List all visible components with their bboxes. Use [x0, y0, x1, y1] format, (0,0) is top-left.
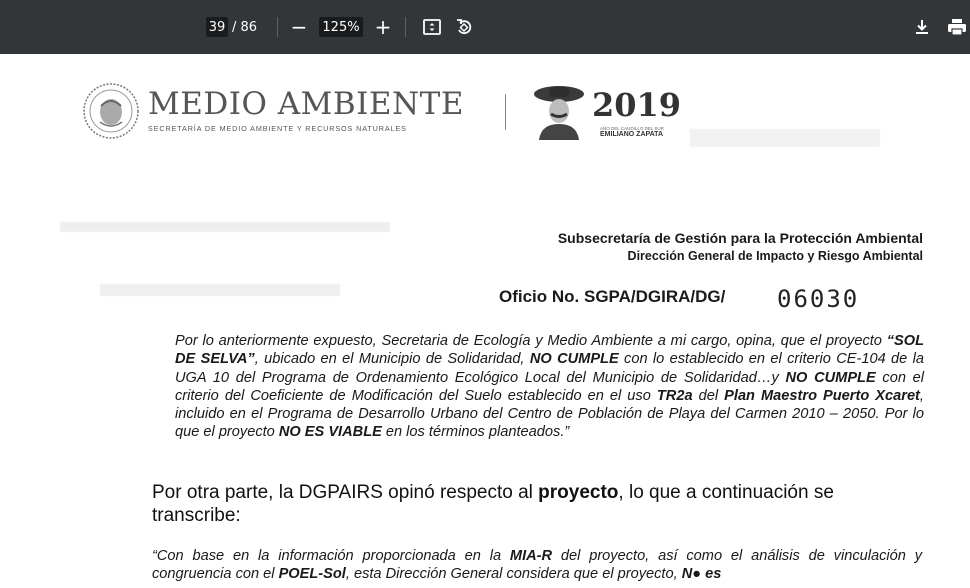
quote-bold: NO CUMPLE [785, 369, 876, 386]
year-caption: AÑO DEL CAUDILLO DEL SUR [600, 126, 664, 131]
zoom-level[interactable]: 125% [322, 19, 360, 35]
quote-text: , esta Dirección General considera que el proyecto, [345, 566, 682, 583]
brand-subtitle: SECRETARÍA DE MEDIO AMBIENTE Y RECURSOS NATURALES [148, 124, 407, 133]
zoom-in-button[interactable]: + [374, 15, 392, 39]
quote-text: Por lo anteriormente expuesto, Secretaria de Ecología y Medio Ambiente a mi cargo, opina, que el proyecto [175, 333, 887, 349]
rotate-button[interactable] [452, 15, 476, 39]
print-button[interactable] [945, 15, 969, 39]
zapata-portrait-icon [533, 84, 585, 140]
paragraph-text: , lo que a continuación se transcribe: [152, 482, 834, 526]
quote-text: del [692, 387, 725, 404]
pdf-toolbar [0, 0, 970, 54]
header-subsecretaria: Subsecretaría de Gestión para la Protección Ambiental [557, 230, 923, 246]
zoom-out-button[interactable]: − [290, 15, 308, 39]
document-page [0, 54, 970, 588]
print-icon [947, 18, 967, 36]
bleed-through-shadow [100, 284, 340, 296]
fit-page-button[interactable] [420, 15, 444, 39]
header-direccion: Dirección General de Impacto y Riesgo Ambiental [627, 249, 923, 263]
fit-page-icon [422, 17, 442, 37]
current-page[interactable]: 39 [208, 19, 226, 35]
download-icon [913, 18, 931, 36]
quote-bold: NO ES VIABLE [278, 424, 382, 441]
quote-bold: NO CUMPLE [529, 351, 619, 368]
quote-text: “Con base en la información proporcionada en la [152, 548, 510, 564]
quote-bold: MIA-R [509, 548, 553, 564]
quote-text: con lo establecido en el criterio CE-104 de la UGA 10 del Programa de Ordenamiento Ecológico Local del Municipio de Solidaridad…y [175, 351, 924, 386]
quote-text: en los términos planteados.” [381, 424, 570, 441]
quote-text: , ubicado en el Municipio de Solidaridad, [254, 351, 530, 368]
quote-bold: “SOL DE SELVA” [175, 333, 924, 368]
toolbar-divider [405, 17, 406, 37]
oficio-number: 06030 [777, 285, 860, 313]
download-button[interactable] [910, 15, 934, 39]
page-number-input[interactable] [206, 17, 228, 37]
brand-divider [505, 94, 506, 130]
paragraph-bold: proyecto [538, 482, 619, 503]
quote-bold: N● es [681, 566, 722, 583]
zoom-level-input[interactable] [319, 17, 363, 37]
quote-text: , incluido en el Programa de Desarrollo Urbano del Centro de Población de Playa del Carmen 2010 – 2050. Por lo que el proyecto [175, 387, 924, 441]
quote-text: con el criterio del Coeficiente de Modificación del Suelo establecido en el uso [175, 369, 925, 404]
national-seal-icon [82, 82, 140, 140]
rotate-icon [454, 17, 474, 37]
body-paragraph [152, 481, 922, 527]
page-total: / 86 [232, 19, 258, 35]
year-name: EMILIANO ZAPATA [600, 131, 663, 138]
oficio-label: Oficio No. SGPA/DGIRA/DG/ [499, 287, 726, 306]
bleed-through-shadow [60, 222, 390, 232]
brand-title: MEDIO AMBIENTE [148, 86, 464, 122]
quote-bold: TR2a [656, 387, 693, 404]
year-title: 2019 [592, 86, 682, 124]
quoted-opinion [175, 332, 924, 442]
quote-bold: Plan Maestro Puerto Xcaret [724, 387, 920, 404]
bleed-through-shadow [690, 129, 880, 147]
quoted-opinion-2 [152, 547, 922, 584]
paragraph-text: Por otra parte, la DGPAIRS opinó respecto al [152, 482, 539, 503]
quote-bold: POEL-Sol [278, 566, 346, 583]
quote-text: del proyecto, así como el análisis de vinculación y congruencia con el [152, 548, 923, 583]
toolbar-divider [277, 17, 278, 37]
